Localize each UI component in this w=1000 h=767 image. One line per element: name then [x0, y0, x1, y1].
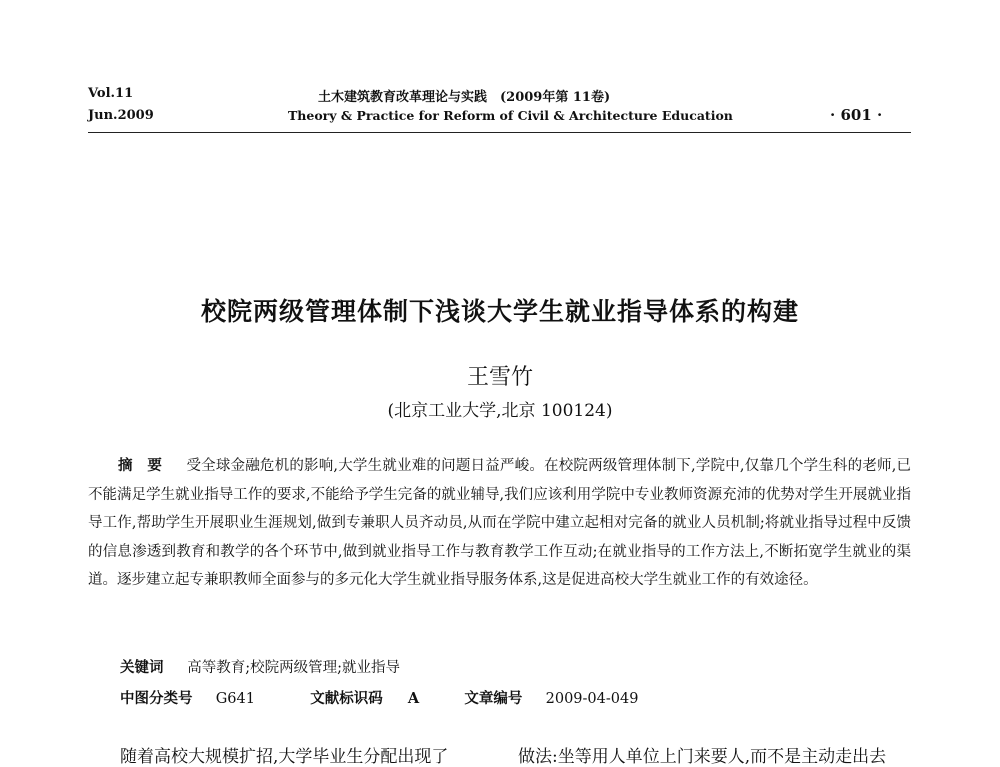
- keywords-row: [120, 656, 400, 677]
- clc-value: G641: [215, 691, 255, 707]
- article-author: 王雪竹: [466, 365, 533, 390]
- header-rule: [88, 132, 911, 133]
- article-number-label: 文章编号: [464, 691, 523, 707]
- journal-volume: Vol.11: [88, 86, 134, 101]
- classification-row: [120, 687, 638, 708]
- keywords-value: 高等教育;校院两级管理;就业指导: [187, 660, 400, 676]
- abstract: [88, 452, 911, 595]
- abstract-text: 受全球金融危机的影响,大学生就业难的问题日益严峻。在校院两级管理体制下,学院中,仅靠几个学生科的老师,已不能满足学生就业指导工作的要求,不能给予学生完备的就业辅导,我们应该利用学院中专业教师资源充沛的优势对学生开展就业指导工作,帮助学生开展职业生涯规划,做到专兼职人员齐动员,从而在学院中建立起相对完备的就业人员机制;将就业指导过程中反馈的信息渗透到教育和教学的各个环节中,做到就业指导工作与教育教学工作互动;在就业指导的工作方法上,不断拓宽学生就业的渠道。逐步建立起专兼职教师全面参与的多元化大学生就业指导服务体系,这是促进高校大学生就业工作的有效途径。: [88, 458, 912, 588]
- abstract-label: 摘 要: [118, 458, 163, 474]
- body-right-column-start: 做法:坐等用人单位上门来要人,而不是主动走出去: [518, 747, 887, 767]
- page-number: · 601 ·: [830, 106, 883, 124]
- journal-title-cn: 土木建筑教育改革理论与实践 (2009年第 11卷): [318, 90, 611, 105]
- journal-title-en: Theory & Practice for Reform of Civil & Architecture Education: [288, 108, 733, 123]
- article-title: 校院两级管理体制下浅谈大学生就业指导体系的构建: [200, 297, 799, 326]
- keywords-label: 关键词: [120, 660, 164, 676]
- body-left-column-start: 随着高校大规模扩招,大学毕业生分配出现了: [120, 747, 449, 767]
- doc-code-value: A: [407, 690, 420, 707]
- doc-code-label: 文献标识码: [310, 691, 383, 707]
- author-affiliation: (北京工业大学,北京 100124): [387, 401, 613, 421]
- clc-label: 中图分类号: [120, 691, 193, 707]
- article-number-value: 2009-04-049: [545, 691, 639, 707]
- journal-date: Jun.2009: [88, 108, 154, 123]
